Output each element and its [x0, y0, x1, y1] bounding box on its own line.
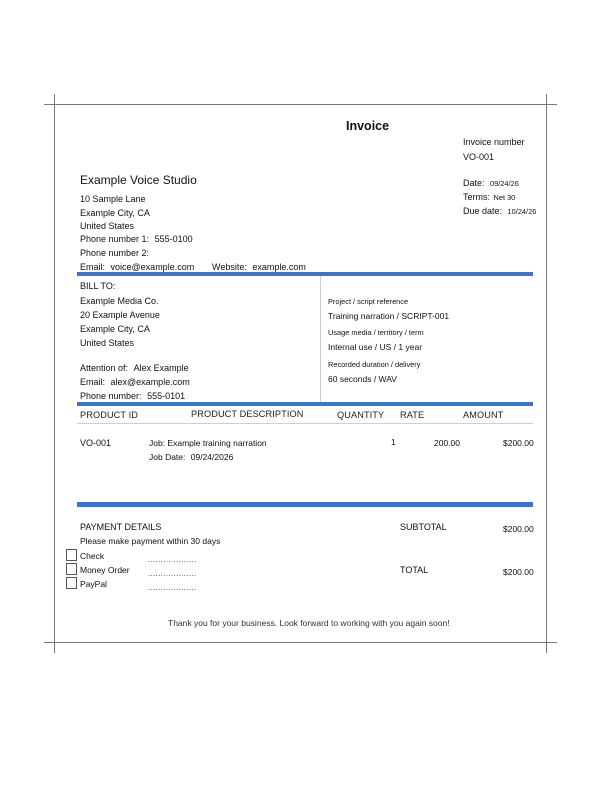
dots-money-order: ...................	[148, 569, 197, 578]
billto-attention	[80, 363, 189, 373]
header-amount: AMOUNT	[463, 410, 504, 420]
company-email-label: Email:	[80, 262, 106, 272]
row-amount: $200.00	[503, 438, 534, 448]
billto-name: Example Media Co.	[80, 296, 159, 306]
invoice-due	[463, 206, 536, 216]
company-country: United States	[80, 221, 135, 231]
project-ref-label: Project / script reference	[328, 297, 409, 306]
table-header-rule	[77, 423, 533, 424]
dots-paypal: ...................	[148, 583, 197, 592]
billto-attention-label: Attention of:	[80, 363, 129, 373]
invoice-number-label: Invoice number	[463, 137, 525, 147]
company-phone1-value: 555-0100	[154, 234, 193, 244]
divider-bar-bottom	[77, 502, 533, 507]
company-phone2-label: Phone number 2:	[80, 248, 150, 258]
company-website-label: Website:	[212, 262, 247, 272]
billto-divider	[320, 276, 321, 404]
header-description: PRODUCT DESCRIPTION	[191, 409, 304, 419]
billto-phone	[80, 391, 185, 401]
project-usage: Internal use / US / 1 year	[328, 342, 423, 352]
company-street: 10 Sample Lane	[80, 194, 146, 204]
checkbox-paypal[interactable]	[66, 577, 77, 589]
invoice-terms-label: Terms:	[463, 192, 490, 202]
row-job-date	[149, 452, 233, 462]
payment-label: PAYMENT DETAILS	[80, 522, 162, 532]
subtotal-label: SUBTOTAL	[400, 522, 447, 532]
invoice-terms-value: Net 30	[493, 193, 516, 202]
invoice-date-value: 09/24/26	[490, 179, 519, 188]
total-value: $200.00	[503, 567, 534, 577]
checkbox-check[interactable]	[66, 549, 77, 561]
row-job: Job: Example training narration	[149, 438, 267, 448]
invoice-date	[463, 178, 519, 188]
footer-thanks: Thank you for your business. Look forward to working with you again soon!	[168, 618, 450, 628]
corner-tick-tl-v	[54, 94, 55, 104]
billto-street: 20 Example Avenue	[80, 310, 160, 320]
invoice-title: Invoice	[346, 119, 390, 133]
total-label: TOTAL	[400, 565, 429, 575]
company-city: Example City, CA	[80, 208, 150, 218]
project-duration: 60 seconds / WAV	[328, 374, 397, 384]
billto-phone-label: Phone number:	[80, 391, 142, 401]
invoice-date-label: Date:	[463, 178, 485, 188]
divider-bar-table	[77, 402, 533, 406]
billto-email-label: Email:	[80, 377, 106, 387]
billto-email	[80, 377, 190, 387]
row-quantity: 1	[391, 437, 396, 447]
payment-method-money-order: Money Order	[80, 565, 130, 575]
corner-tick-tr-v	[546, 94, 547, 104]
billto-country: United States	[80, 338, 135, 348]
header-quantity: QUANTITY	[337, 410, 385, 420]
corner-tick-br-v	[546, 643, 547, 653]
billto-email-value: alex@example.com	[110, 377, 190, 387]
corner-tick-tl-h	[44, 104, 54, 105]
dots-check: ...................	[148, 555, 197, 564]
header-product-id: PRODUCT ID	[80, 410, 138, 420]
project-duration-label: Recorded duration / delivery	[328, 360, 421, 369]
corner-tick-bl-h	[44, 642, 54, 643]
project-ref: Training narration / SCRIPT-001	[328, 311, 450, 321]
row-job-date-label: Job Date:	[149, 452, 186, 462]
payment-method-paypal: PayPal	[80, 579, 107, 589]
company-email-value: voice@example.com	[110, 262, 195, 272]
invoice-terms	[463, 192, 515, 202]
divider-bar-top	[77, 272, 533, 276]
row-job-date-value: 09/24/2026	[190, 452, 234, 462]
company-name: Example Voice Studio	[80, 173, 197, 187]
payment-note: Please make payment within 30 days	[80, 536, 221, 546]
company-phone1	[80, 234, 193, 244]
invoice-number: VO-001	[463, 152, 495, 162]
corner-tick-bl-v	[54, 643, 55, 653]
invoice-due-label: Due date:	[463, 206, 503, 216]
subtotal-value: $200.00	[503, 524, 534, 534]
header-rate: RATE	[400, 410, 425, 420]
company-website-value: example.com	[252, 262, 306, 272]
company-phone1-label: Phone number 1:	[80, 234, 150, 244]
company-website	[212, 262, 306, 272]
row-rate: 200.00	[434, 438, 460, 448]
billto-attention-value: Alex Example	[133, 363, 189, 373]
corner-tick-tr-h	[547, 104, 557, 105]
payment-method-check: Check	[80, 551, 105, 561]
row-product-id: VO-001	[80, 438, 112, 448]
billto-city: Example City, CA	[80, 324, 150, 334]
invoice-due-value: 10/24/26	[507, 207, 537, 216]
billto-label: BILL TO:	[80, 281, 116, 291]
billto-phone-value: 555-0101	[147, 391, 186, 401]
checkbox-money-order[interactable]	[66, 563, 77, 575]
company-email	[80, 262, 194, 272]
project-usage-label: Usage media / territory / term	[328, 328, 424, 337]
corner-tick-br-h	[547, 642, 557, 643]
